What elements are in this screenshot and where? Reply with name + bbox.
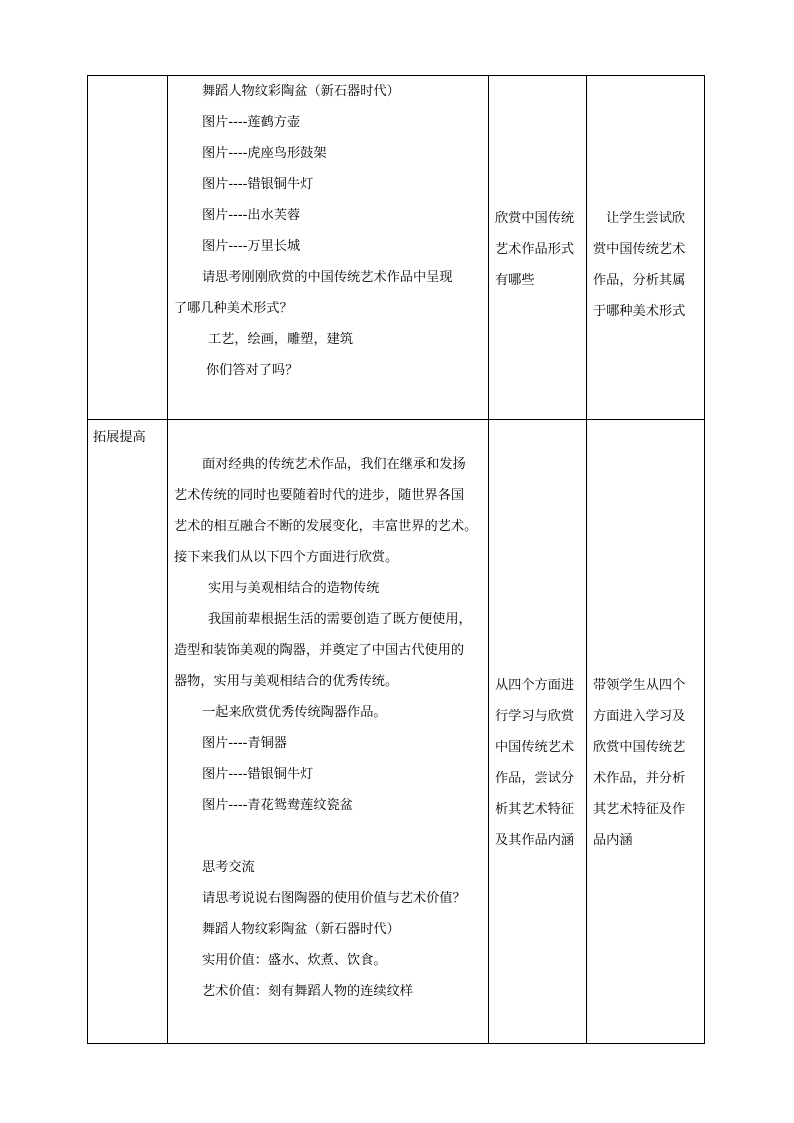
content-line: 图片----万里长城: [202, 239, 301, 254]
student-activity-line: 从四个方面进: [495, 678, 575, 693]
content-line: 实用与美观相结合的造物传统: [208, 581, 380, 596]
student-activity-line: 及其作品内涵: [495, 833, 575, 848]
student-activity-line: 艺术作品形式: [495, 242, 575, 257]
content-line: 工艺，绘画，雕塑，建筑: [208, 332, 354, 347]
design-intent-line: 品内涵: [593, 833, 633, 848]
section-label-cell: [88, 420, 168, 1044]
content-line: 图片----莲鹤方壶: [202, 115, 301, 130]
content-line: 面对经典的传统艺术作品，我们在继承和发扬: [202, 457, 466, 472]
design-intent-cell: [587, 76, 705, 420]
content-line: 我国前辈根据生活的需要创造了既方便使用，: [208, 612, 472, 627]
student-activity-line: 析其艺术特征: [495, 802, 575, 817]
table-row: [88, 76, 705, 420]
design-intent-line: 让学生尝试欣: [606, 211, 686, 226]
content-line: 图片----虎座鸟形鼓架: [202, 146, 327, 161]
teaching-content-cell: [168, 76, 489, 420]
content-line: 艺术价值：刻有舞蹈人物的连续纹样: [202, 984, 413, 999]
content-line: 图片----出水芙蓉: [202, 208, 301, 223]
teaching-content-cell: [168, 420, 489, 1044]
content-line: 图片----错银铜牛灯: [202, 177, 314, 192]
content-line: 请思考刚刚欣赏的中国传统艺术作品中呈现: [202, 270, 453, 285]
content-line: 你们答对了吗？: [206, 363, 299, 378]
section-label: [88, 76, 167, 78]
design-intent-line: 欣赏中国传统艺: [593, 740, 686, 755]
section-label: 拓展提高: [93, 430, 146, 445]
student-activity-cell: [489, 420, 587, 1044]
content-line: 舞蹈人物纹彩陶盆（新石器时代）: [202, 922, 400, 937]
content-line: 思考交流: [202, 860, 255, 875]
student-activity-line: 中国传统艺术: [495, 740, 575, 755]
content-line: 艺术的相互融合不断的发展变化，丰富世界的艺术。: [174, 519, 478, 534]
student-activity-line: 欣赏中国传统: [495, 211, 575, 226]
content-line: 艺术传统的同时也要随着时代的进步，随世界各国: [174, 488, 465, 503]
content-line: 实用价值：盛水、炊煮、饮食。: [202, 953, 387, 968]
content-line: 请思考说说右图陶器的使用价值与艺术价值？: [202, 891, 466, 906]
content-line: 造型和装饰美观的陶器，并奠定了中国古代使用的: [174, 643, 465, 658]
content-line: 图片----青花鸳鸯莲纹瓷盆: [202, 798, 353, 813]
lesson-plan-table: [87, 75, 705, 1044]
student-activity-line: 有哪些: [495, 273, 535, 288]
content-line: 图片----青铜器: [202, 736, 287, 751]
design-intent-line: 于哪种美术形式: [593, 304, 686, 319]
student-activity-line: 作品，尝试分: [495, 771, 575, 786]
design-intent-line: 作品，分析其属: [593, 273, 686, 288]
blank-line: [168, 821, 488, 852]
content-line: 一起来欣赏优秀传统陶器作品。: [202, 705, 387, 720]
content-line: 接下来我们从以下四个方面进行欣赏。: [174, 550, 399, 565]
content-line: 器物，实用与美观相结合的优秀传统。: [174, 674, 399, 689]
table-row: [88, 420, 705, 1044]
design-intent-line: 带领学生从四个: [593, 678, 686, 693]
content-line: 舞蹈人物纹彩陶盆（新石器时代）: [202, 84, 400, 99]
student-activity-line: 行学习与欣赏: [495, 709, 575, 724]
student-activity-cell: [489, 76, 587, 420]
design-intent-line: 方面进入学习及: [593, 709, 686, 724]
content-line: 图片----错银铜牛灯: [202, 767, 314, 782]
design-intent-line: 术作品，并分析: [593, 771, 686, 786]
design-intent-cell: [587, 420, 705, 1044]
design-intent-line: 赏中国传统艺术: [593, 242, 686, 257]
section-label-cell: [88, 76, 168, 420]
design-intent-line: 其艺术特征及作: [593, 802, 686, 817]
content-line: 了哪几种美术形式？: [174, 301, 293, 316]
